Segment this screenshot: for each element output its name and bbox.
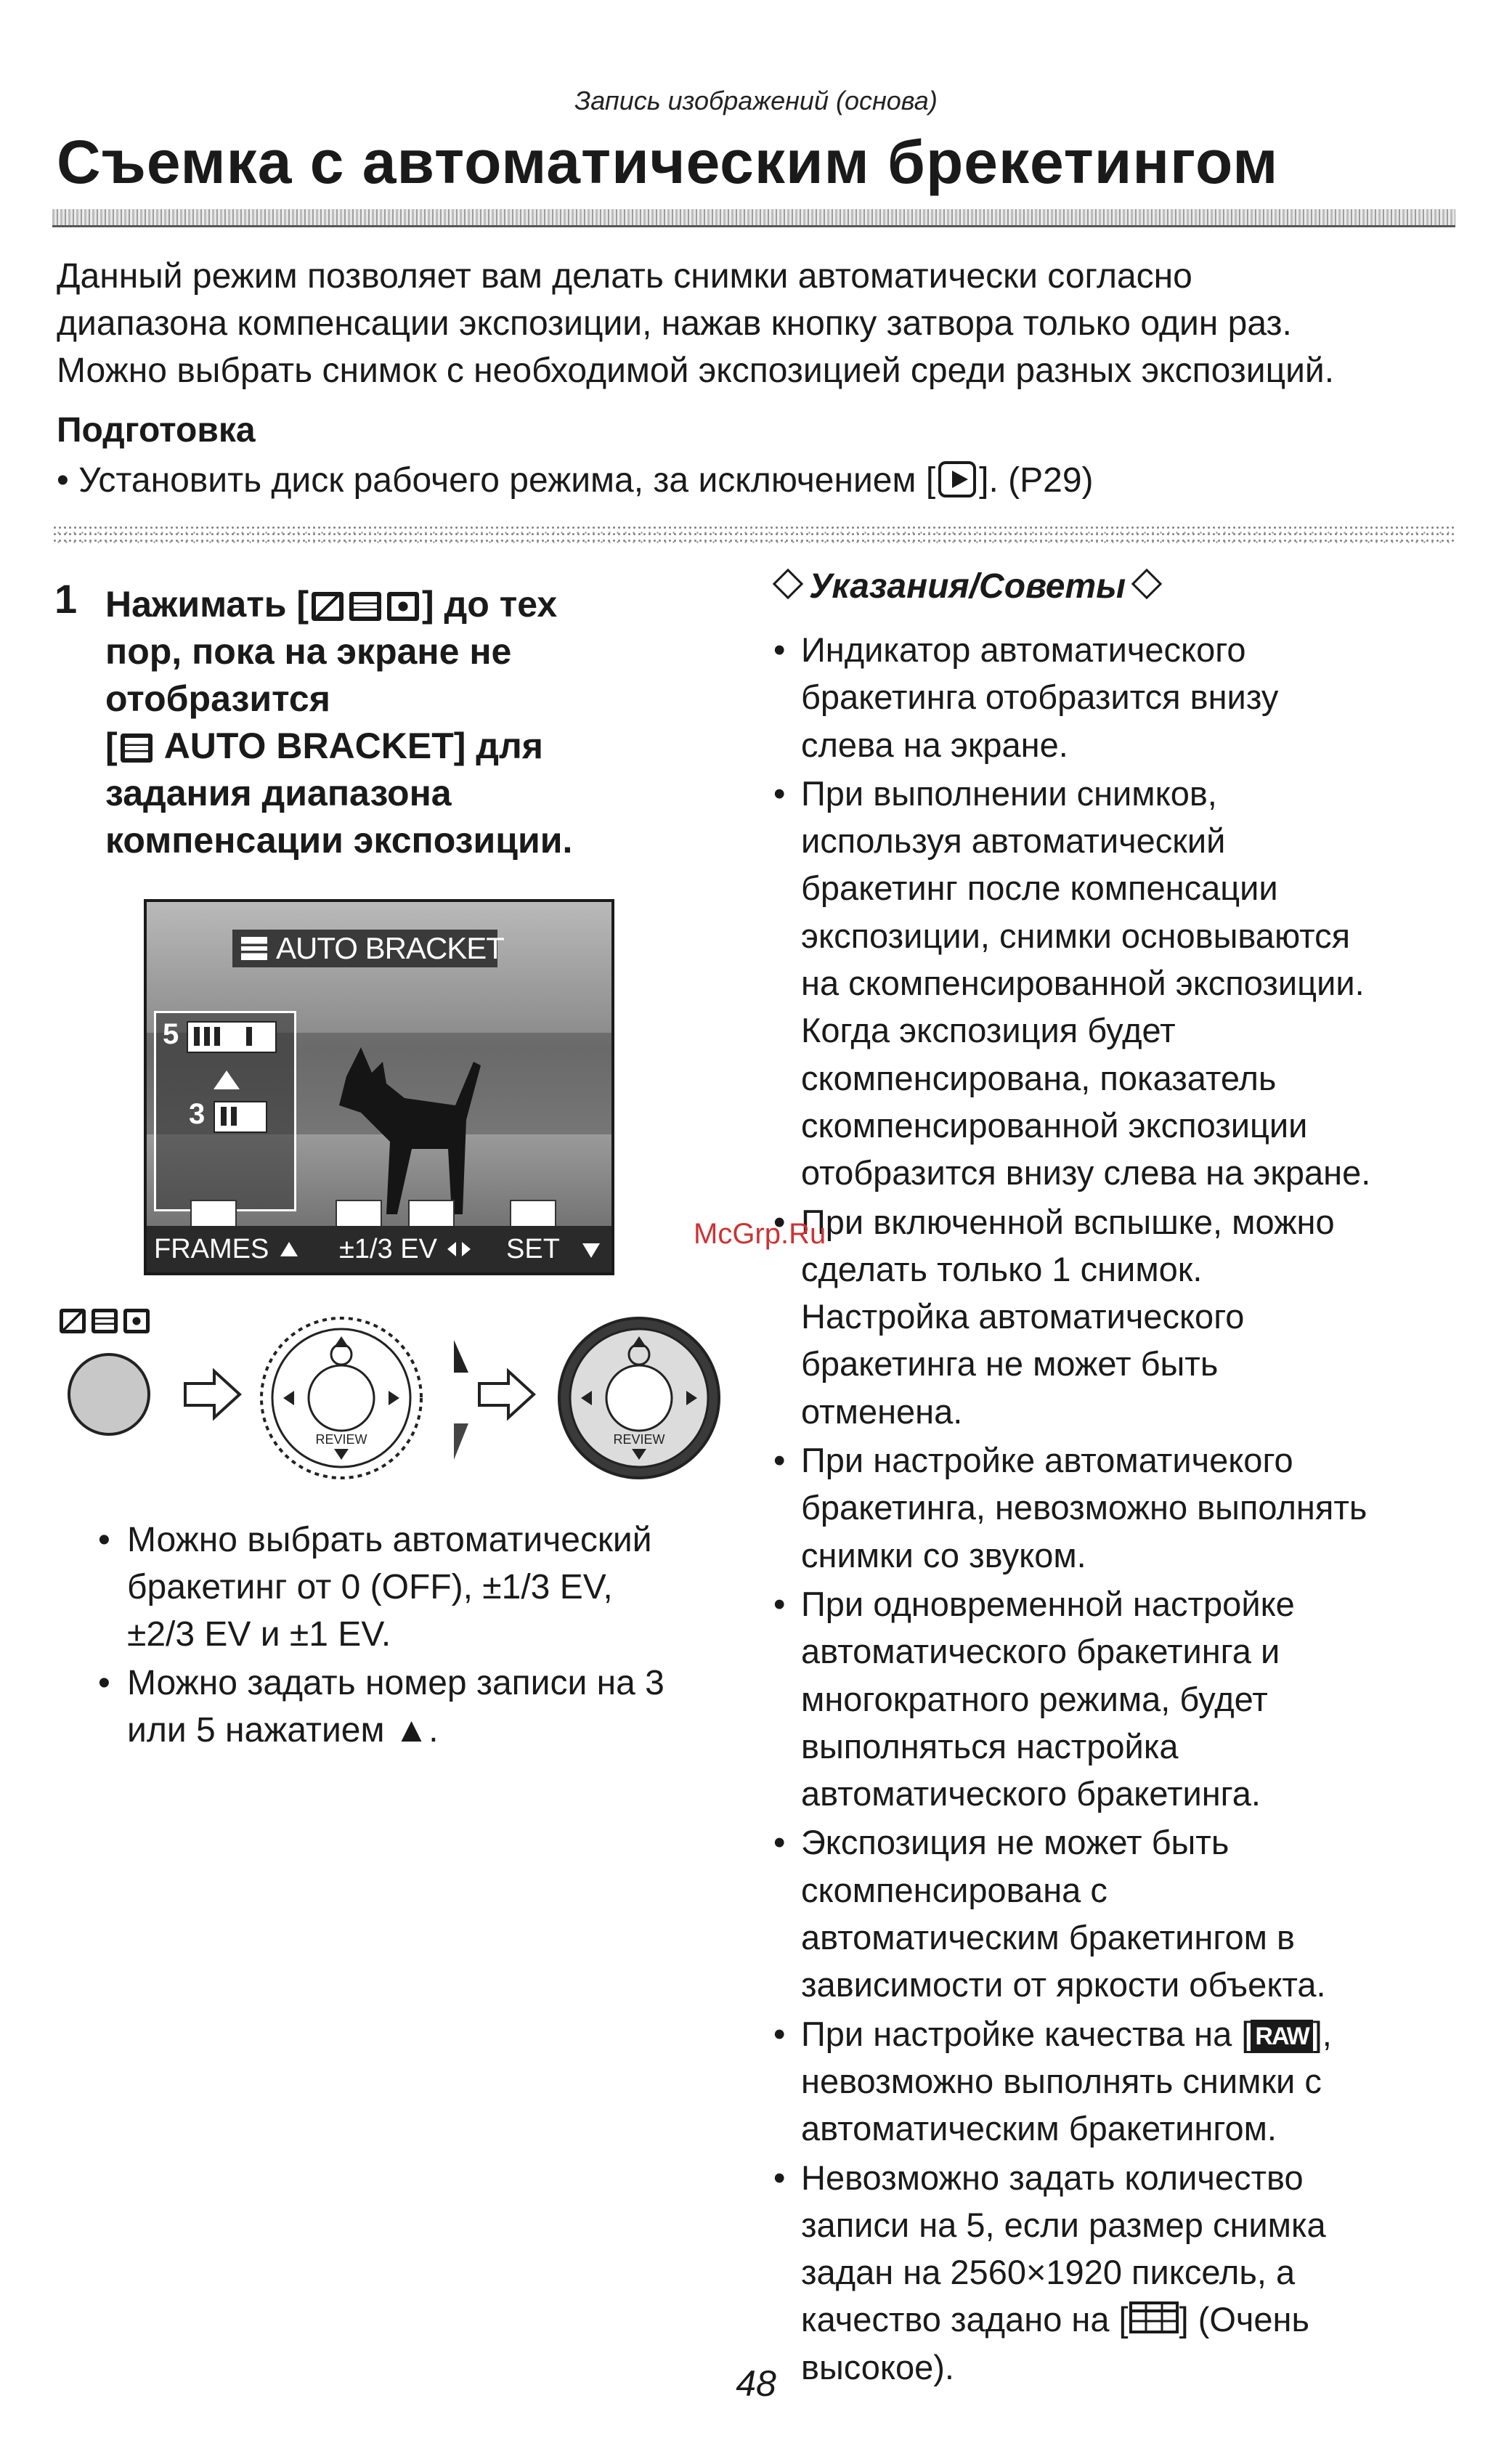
playback-mode-icon — [938, 461, 976, 497]
bracket-slots — [190, 1200, 568, 1229]
step-text: Нажимать [ — [105, 584, 309, 625]
arrow-right-icon — [479, 1371, 534, 1418]
up-arrow-icon — [212, 1069, 241, 1091]
left-notes — [98, 1516, 723, 1755]
svg-text:REVIEW: REVIEW — [613, 1432, 665, 1447]
step-text: [ — [105, 726, 118, 766]
list-item: • При настройке качества на [ RAW ], невозможно выполнять снимки с автоматическим бракетингом. — [773, 2010, 1471, 2153]
cursor-dial-1 — [261, 1318, 421, 1478]
step-number: 1 — [54, 576, 78, 622]
preparation-title: Подготовка — [57, 411, 256, 450]
frames-count-3: 3 — [189, 1098, 206, 1130]
shutter-button-icon — [69, 1354, 149, 1434]
tips-title: Указания/Советы — [777, 566, 1168, 606]
frames-bar-5 — [187, 1021, 277, 1053]
raw-quality-icon: RAW — [1251, 2020, 1312, 2053]
section-label: Запись изображений (основа) — [574, 86, 938, 115]
frames-label: FRAMES — [154, 1234, 269, 1264]
dog-photo-subject — [317, 1033, 484, 1222]
page-number: 48 — [736, 2363, 776, 2404]
auto-bracket-banner: AUTO BRACKET — [232, 930, 497, 967]
step-instruction — [105, 581, 657, 864]
exposure-compensation-icon — [312, 592, 344, 621]
diamond-icon — [773, 569, 803, 599]
svg-text:REVIEW: REVIEW — [315, 1432, 367, 1447]
diamond-icon — [1131, 569, 1162, 599]
auto-bracket-icon — [349, 592, 381, 621]
title-divider — [52, 209, 1455, 227]
step-text: компенсации экспозиции. — [105, 820, 573, 861]
highlight-mark-icon — [454, 1423, 468, 1460]
intro-paragraph — [57, 253, 1466, 394]
set-label: SET — [506, 1234, 560, 1264]
step-text: задания диапазона — [105, 773, 452, 813]
preparation-item — [57, 460, 1094, 500]
dial-diagram — [58, 1315, 741, 1503]
intro-line: диапазона компенсации экспозиции, нажав кнопку затвора только один раз. — [57, 304, 1292, 343]
list-item: • При настройке автоматичекого бракетинга, невозможно выполнять снимки со звуком. — [773, 1437, 1471, 1579]
frames-count-5: 5 — [163, 1018, 179, 1050]
list-item: • При включенной вспышке, можно сделать только 1 снимок. Настройка автоматического бракетинга не может быть отменена. — [773, 1198, 1471, 1435]
dotted-divider — [52, 524, 1455, 545]
step-text: AUTO BRACKET] для — [155, 726, 543, 766]
list-item: • При одновременной настройке автоматического бракетинга и многократного режима, будет выполняться настройка автоматического бракетинга. — [773, 1580, 1471, 1817]
cursor-dial-2 — [559, 1318, 719, 1478]
left-right-arrows-icon — [446, 1238, 472, 1261]
up-arrow-icon — [279, 1240, 299, 1258]
fine-quality-icon — [1129, 2301, 1179, 2334]
step-text: ] до тех — [422, 584, 558, 625]
intro-line: Данный режим позволяет вам делать снимки автоматически согласно — [57, 257, 1192, 296]
step-text: пор, пока на экране не — [105, 631, 512, 672]
step-text: отобразится — [105, 678, 330, 719]
auto-bracket-icon — [121, 734, 153, 763]
arrow-right-icon — [185, 1371, 240, 1418]
preparation-text-start: • Установить диск рабочего режима, за исключением [ — [57, 461, 936, 500]
tips-list — [773, 626, 1471, 2392]
list-item: • Можно выбрать автоматический бракетинг от 0 (OFF), ±1/3 EV, ±2/3 EV и ±1 EV. — [98, 1516, 723, 1658]
list-item: • При выполнении снимков, используя автоматический бракетинг после компенсации экспозиции, снимки основываются на скомпенсированной экспозиции. Когда экспозиция будет скомпенсирована, показатель скомпенсированной экспозиции отобразится внизу слева на экране. — [773, 770, 1471, 1197]
down-arrow-icon — [581, 1242, 601, 1259]
page-title: Съемка с автоматическим брекетингом — [57, 128, 1279, 196]
flash-adjust-icon — [387, 592, 419, 621]
preparation-text-end: ]. (P29) — [979, 461, 1094, 500]
camera-screen-illustration — [144, 899, 614, 1275]
watermark: McGrp.Ru — [694, 1218, 826, 1250]
list-item: • Индикатор автоматического бракетинга отобразится внизу слева на экране. — [773, 626, 1471, 768]
frames-bar-3 — [214, 1101, 267, 1133]
list-item: • Невозможно задать количество записи на 5, если размер снимка задан на 2560×1920 пиксель, а качество задано на [ ] (Очень высокое). — [773, 2154, 1471, 2391]
list-item: • Экспозиция не может быть скомпенсирована с автоматическим бракетингом в зависимости от яркости объекта. — [773, 1819, 1471, 2008]
list-item: • Можно задать номер записи на 3 или 5 нажатием ▲. — [98, 1659, 723, 1754]
screen-footer — [147, 1226, 611, 1272]
highlight-mark-icon — [454, 1340, 468, 1373]
ev-step-label: ±1/3 EV — [339, 1234, 437, 1264]
intro-line: Можно выбрать снимок с необходимой экспозицией среди разных экспозиций. — [57, 352, 1335, 390]
